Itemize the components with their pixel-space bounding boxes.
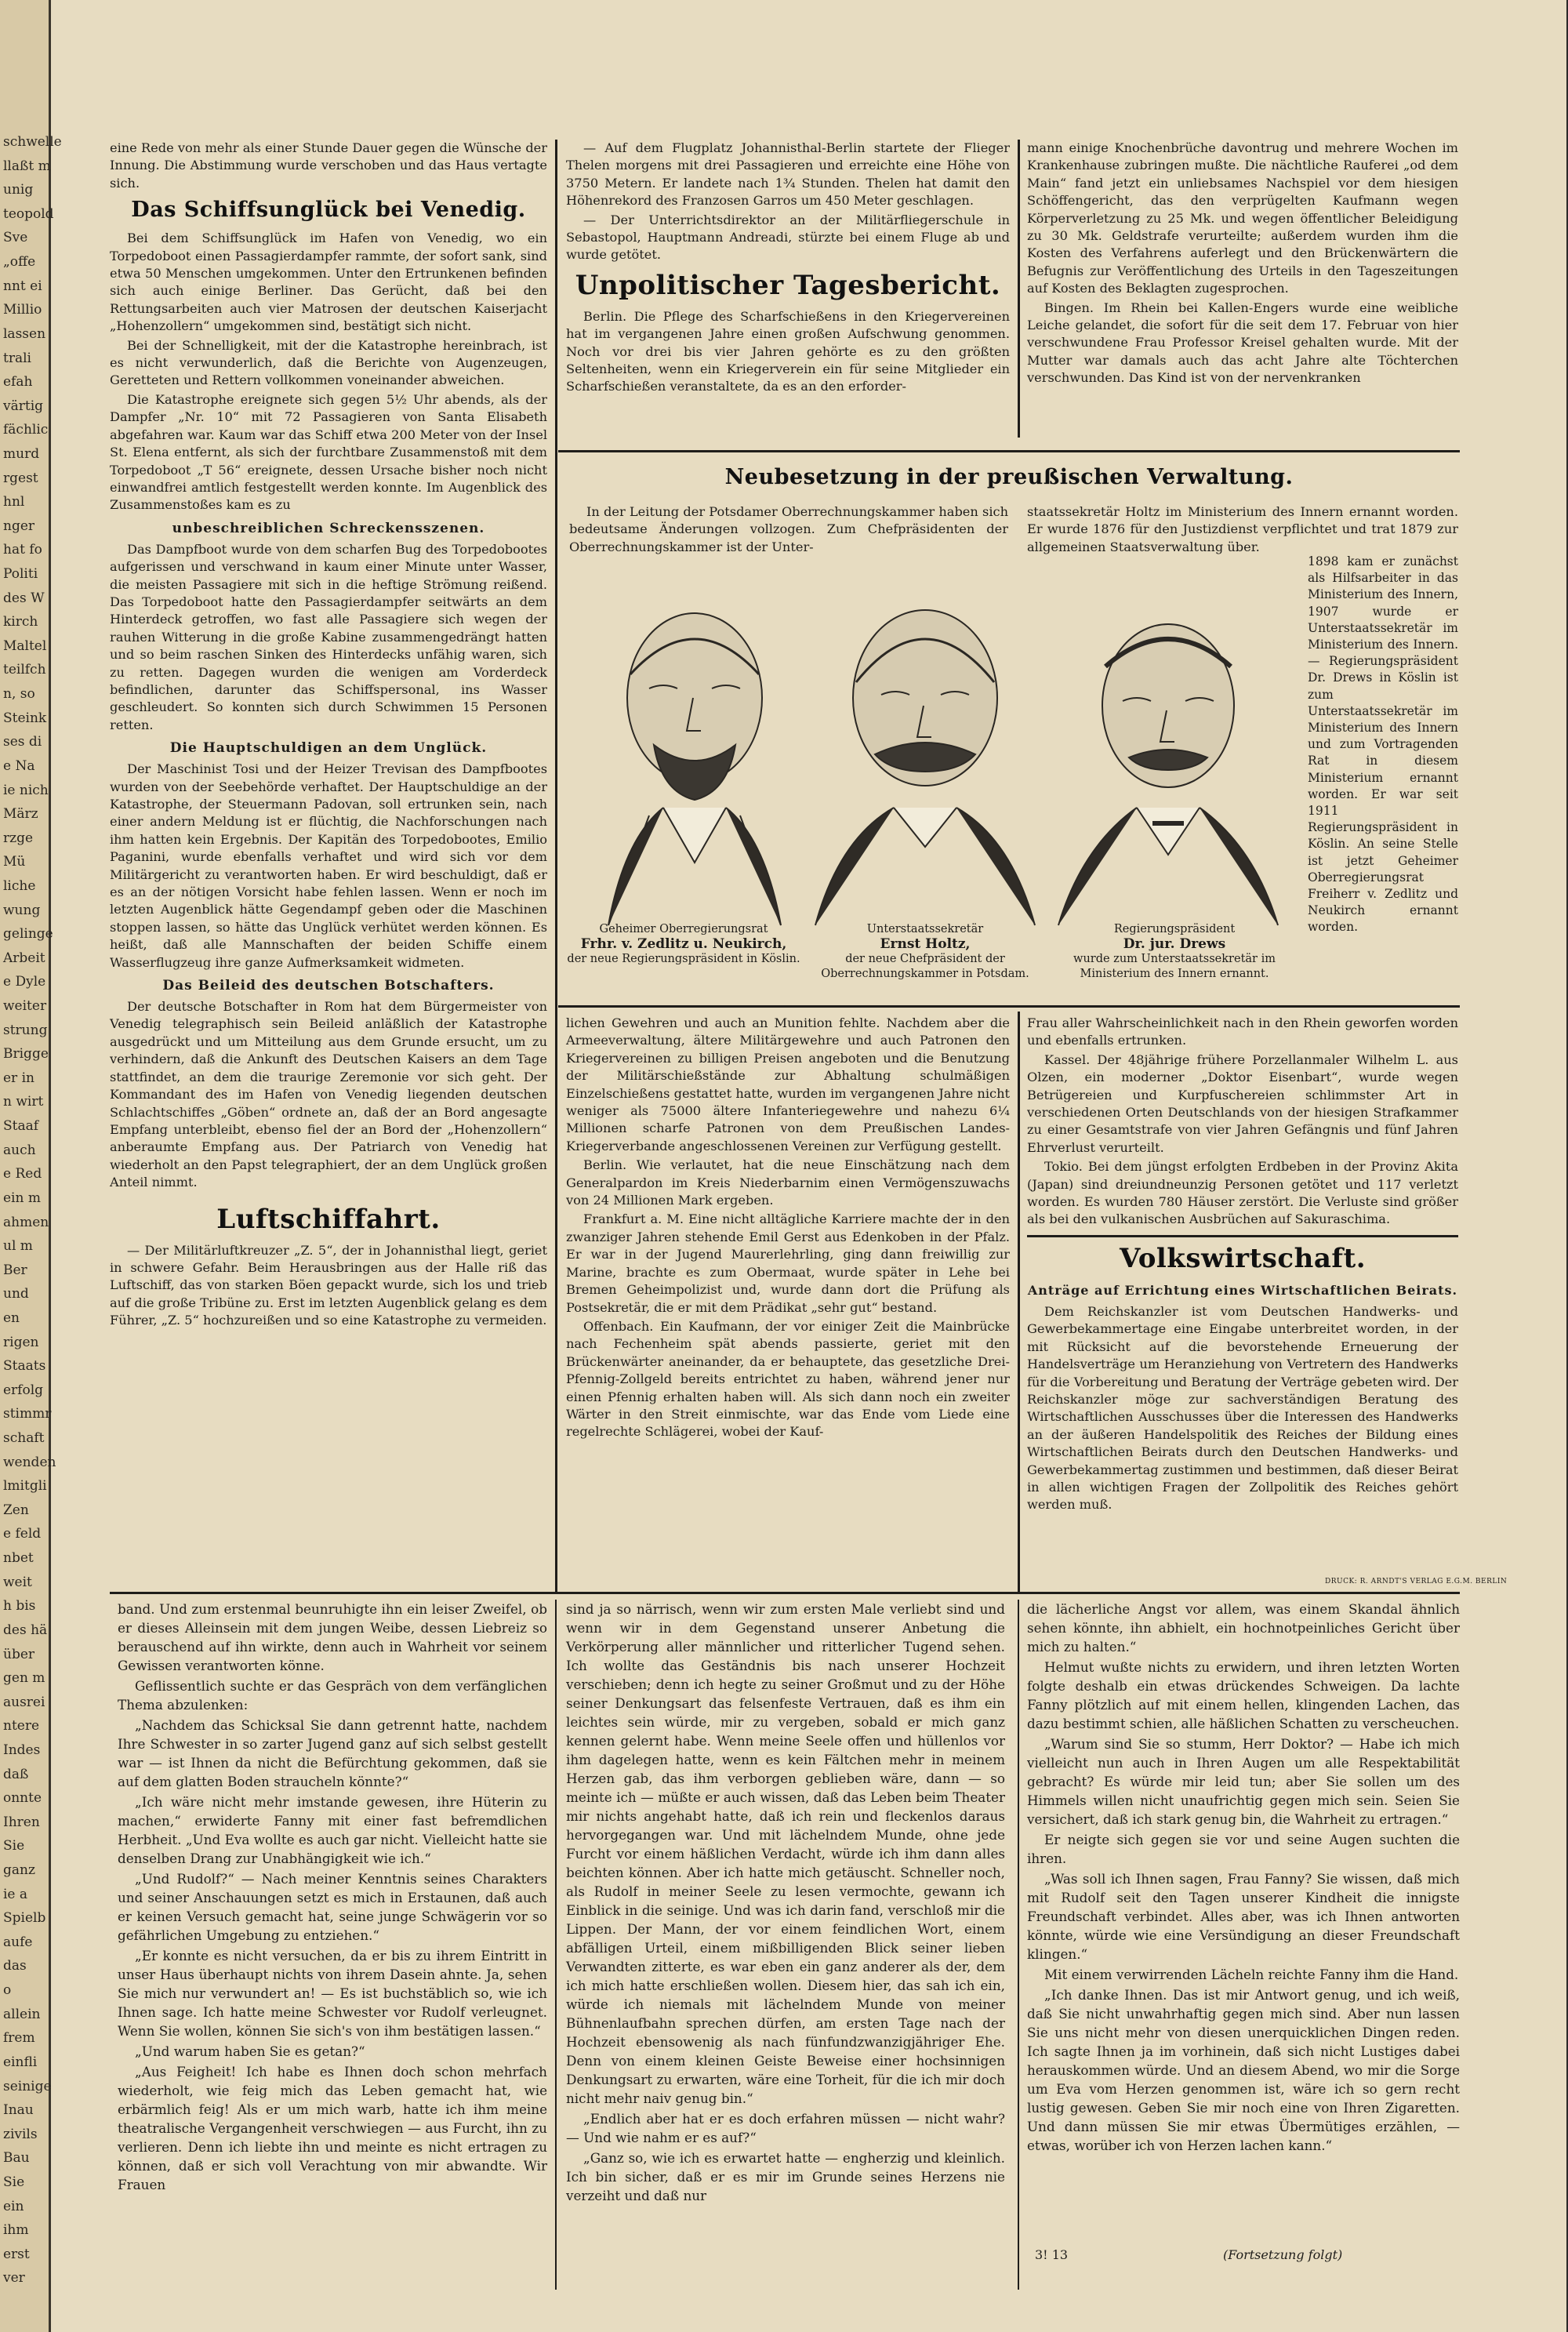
caption-holtz — [808, 922, 1043, 982]
gutter-fragment: o — [3, 1982, 12, 1998]
subheading: Das Beileid des deutschen Botschafters. — [162, 978, 495, 994]
gutter-fragment: efah — [3, 374, 33, 390]
article-paragraph: mann einige Knochenbrüche davontrug und mehrere Wochen im Krankenhause zubringen mußte. Die nächtliche Rauferei „od dem Main“ fand jetzt ein unliebsames Nachspiel vor dem hiesigen Schöffengericht, das den verprügelten Kaufmann wegen Körperverletzung zu 25 Mk. und wegen öffentlicher Beleidigung zu 30 Mk. Geldstrafe verurteilte; außerdem wurden ihm die Kosten des Verfahrens auferlegt und den Brückenwärtern die Befugnis zur Veröffentlichung des Urteils in den Tageszeitungen auf Kosten des Beklagten zugesprochen. — [1027, 140, 1458, 296]
gutter-fragment: des W — [3, 590, 45, 606]
gutter-fragment: fächlic — [3, 422, 49, 438]
adjacent-page-gutter — [0, 0, 62, 2332]
feuilleton-rule — [110, 1592, 1460, 1594]
gutter-fragment: liche — [3, 878, 36, 894]
gutter-fragment: llaßt m — [3, 158, 51, 174]
article-paragraph: Die Katastrophe ereignete sich gegen 5½ Uhr abends, als der Dampfer „Nr. 10“ mit 72 Passagieren von Santa Elisabeth abgefahren war. Kaum war das Schiff etwa 200 Meter von der Insel St. Elena entfernt, als sich der furchtbare Zusammenstoß mit dem Torpedoboot „T 56“ ereignete, dessen Ursache bisher noch nicht einwandfrei amtlich festgestellt werden konnte. Im Augenblick des Zusammenstoßes kam es zu — [110, 391, 547, 513]
article-paragraph: Tokio. Bei dem jüngst erfolgten Erdbeben in der Provinz Akita (Japan) sind dreiundneunzig Personen getötet und 117 verletzt worden. Es wurden 780 Häuser zerstört. Die Verluste sind größer als bei den vulkanischen Ausbrüchen auf Sakuraschima. — [1027, 1159, 1458, 1227]
gutter-fragment: Politi — [3, 566, 38, 582]
gutter-fragment: gen m — [3, 1670, 45, 1686]
gutter-fragment: ahmen — [3, 1215, 49, 1230]
column-lower-middle — [566, 1015, 1010, 1592]
novel-paragraph: die lächerliche Angst vor allem, was einem Skandal ähnlich sehen könnte, ihn abhielt, ein hochnotpeinliches Gericht über mich zu halten.“ — [1027, 1601, 1460, 1655]
novel-paragraph: „Was soll ich Ihnen sagen, Frau Fanny? Sie wissen, daß mich mit Rudolf seit den Tagen unserer Kindheit die innigste Freundschaft verbindet. Alles aber, was ich Ihnen antworten könnte, würde wie eine Versündigung an dieser Freundschaft klingen.“ — [1027, 1871, 1460, 1962]
gutter-fragment: unig — [3, 182, 34, 198]
article-paragraph: Der deutsche Botschafter in Rom hat dem Bürgermeister von Venedig telegraphisch sein Beileid anläßlich der Katastrophe ausgedrückt und um Mitteilung aus dem Grunde ersucht, um zu verhindern, daß die Ankunft des Deutschen Kaisers an dem Tage stattfindet, an dem die traurige Zeremonie vor sich geht. Der Kommandant des im Hafen von Venedig liegenden deutschen Schlachtschiffes „Göben“ ordnete an, daß der an Bord angesagte Empfang unterbleibt, ebenso fiel der an Bord der „Hohenzollern“ anberaumte Empfang aus. Der Patriarch von Venedig hat wiederholt an den Papst telegraphiert, der an dem Unglück großen Anteil nimmt. — [110, 999, 547, 1190]
caption-role: Unterstaatssekretär — [866, 923, 984, 935]
novel-paragraph: „Nachdem das Schicksal Sie dann getrennt hatte, nachdem Ihre Schwester in so zarter Jugend ganz auf sich selbst gestellt war — ist Ihnen da nicht die Befürchtung gekommen, daß sie auf dem glatten Boden straucheln könnte?“ — [118, 1717, 547, 1789]
section-rule — [558, 1005, 1460, 1008]
gutter-fragment: nbet — [3, 1550, 34, 1566]
gutter-fragment: värtig — [3, 398, 44, 414]
gutter-fragment: Sve — [3, 230, 28, 245]
gutter-fragment: ie nich — [3, 783, 49, 798]
gutter-fragment: n wirt — [3, 1094, 44, 1110]
article-paragraph: Kassel. Der 48jährige frühere Porzellanmaler Wilhelm L. aus Olzen, ein moderner „Doktor Eisenbart“, wurde wegen Betrügereien und Kurpfuschereien schlimmster Art in verschiedenen Orten Deutschlands von der hiesigen Strafkammer zu einer Gesamtstrafe von vier Jahren Gefängnis und fünf Jahren Ehrverlust verurteilt. — [1027, 1052, 1458, 1155]
caption-desc: der neue Regierungspräsident in Köslin. — [567, 953, 800, 965]
column-rule — [555, 1600, 557, 2290]
gutter-fragment: „offe — [3, 254, 36, 270]
headline-neubesetzung: Neubesetzung in der preußischen Verwaltung. — [724, 465, 1294, 489]
headline-unpolitischer-tagesbericht: Unpolitischer Tagesbericht. — [575, 269, 1001, 301]
feature-side-text — [1308, 554, 1458, 1001]
article-paragraph: lichen Gewehren und auch an Munition fehlte. Nachdem aber die Armeeverwaltung, ältere Militärgewehre und auch Patronen den Kriegervereinen zu billigen Preisen angeboten und die Benutzung der Militärschießstände zur Abhaltung schulmäßigen Einzelschießens gestattet hatte, wurden im vergangenen Jahre nicht weniger als 75000 ältere Infanteriegewehre und nahezu 6¼ Millionen scharfe Patronen von dem Preußischen Landes-Kriegerverbande angeschlossenen Vereinen zur Verfügung gestellt. — [566, 1015, 1010, 1153]
gutter-fragment: frem — [3, 2030, 35, 2046]
gutter-fragment: weit — [3, 1575, 32, 1590]
article-paragraph: Der Maschinist Tosi und der Heizer Trevisan des Dampfbootes wurden von der Seebehörde verhaftet. Der Hauptschuldige an der Katastrophe, der Steuermann Padovan, soll ertrunken sein, nach einer andern Meldung ist er flüchtig, die Nachforschungen nach ihm hatten kein Ergebnis. Der Kapitän des Torpedobootes, Emilio Paganini, wurde ebenfalls verhaftet und wird sich vor dem Militärgericht zu verantworten haben. Er wird beschuldigt, daß er es an der nötigen Vorsicht habe fehlen lassen. Wenn er noch im letzten Augenblick hätte Gegendampf geben oder die Maschinen stoppen lassen, so hätte das Unglück verhütet werden können. Es heißt, daß alle Mannschaften der beiden Schiffe einem Wasserflugzeug ihre ganze Aufmerksamkeit widmeten. — [110, 761, 547, 970]
gutter-fragment: allein — [3, 2007, 41, 2022]
article-paragraph: — Auf dem Flugplatz Johannisthal-Berlin startete der Flieger Thelen morgens mit drei Passagieren und erreichte eine Höhe von 3750 Metern. Er landete nach 1¾ Stunden. Thelen hat damit den Höhenrekord des Franzosen Garros um 450 Meter geschlagen. — [566, 140, 1010, 209]
gutter-fragment: aufe — [3, 1934, 33, 1950]
portrait-zedlitz — [577, 580, 812, 925]
article-paragraph: — Der Unterrichtsdirektor an der Militärfliegerschule in Sebastopol, Hauptmann Andreadi, stürzte bei einem Fluge ab und wurde getötet. — [566, 212, 1010, 263]
subheading: Die Hauptschuldigen an dem Unglück. — [169, 740, 488, 757]
article-paragraph: Berlin. Wie verlautet, hat die neue Einschätzung nach dem Generalpardon im Kreis Niederbarnim einen Vermögenszuwachs von 24 Millionen Mark ergeben. — [566, 1157, 1010, 1208]
gutter-fragment: Zen — [3, 1502, 29, 1518]
gutter-fragment: zivils — [3, 2127, 38, 2142]
gutter-fragment: ie a — [3, 1887, 28, 1902]
gutter-fragment: Maltel — [3, 638, 47, 654]
column-rule — [1018, 140, 1020, 438]
novel-column-left — [118, 1600, 547, 2290]
gutter-fragment: ul m — [3, 1238, 33, 1254]
gutter-fragment: Ihren — [3, 1814, 40, 1830]
article-paragraph: — Der Militärluftkreuzer „Z. 5“, der in Johannisthal liegt, geriet in schwere Gefahr. Beim Herausbringen aus der Halle riß das Luftschiff, das von starken Böen gepackt wurde, sich los und trieb auf die große Tribüne zu. Erst im letzten Augenblick gelang es dem Führer, „Z. 5“ hochzureißen und so eine Katastrophe zu vermeiden. — [110, 1242, 547, 1328]
column-top-middle — [566, 140, 1010, 445]
gutter-fragment: n, so — [3, 686, 35, 702]
novel-paragraph: „Ich wäre nicht mehr imstande gewesen, ihre Hüterin zu machen,“ erwiderte Fanny mit einer fast befremdlichen Herbheit. „Und Eva wollte es auch gar nicht. Vielleicht hatte sie denselben Drang zur Unabhängigkeit wie ich.“ — [118, 1794, 547, 1866]
section-rule — [558, 450, 1460, 452]
gutter-fragment: und — [3, 1286, 29, 1302]
gutter-fragment: hnl — [3, 494, 25, 510]
gutter-fragment: e Na — [3, 758, 35, 774]
novel-paragraph: band. Und zum erstenmal beunruhigte ihn ein leiser Zweifel, ob er dieses Alleinsein mit dem jungen Weibe, dessen Liebreiz so berauschend auf ihn wirkte, denn auch in Wahrheit vor seinem Gewissen verantworten könne. — [118, 1601, 547, 1673]
gutter-fragment: März — [3, 806, 38, 822]
article-paragraph: staatssekretär Holtz im Ministerium des Innern ernannt worden. Er wurde 1876 für den Justizdienst verpflichtet und trat 1879 zur allgemeinen Staatsverwaltung über. — [1027, 504, 1458, 554]
gutter-fragment: Staaf — [3, 1118, 39, 1134]
gutter-fragment: nger — [3, 518, 35, 534]
gutter-fragment: des hä — [3, 1622, 48, 1638]
gutter-fragment: ntere — [3, 1718, 40, 1734]
gutter-fragment: h bis — [3, 1598, 36, 1614]
article-paragraph: In der Leitung der Potsdamer Oberrechnungskammer haben sich bedeutsame Änderungen vollzogen. Zum Chefpräsidenten der Oberrechnungskammer ist der Unter- — [569, 504, 1008, 554]
novel-paragraph: „Und warum haben Sie es getan?“ — [135, 2043, 365, 2059]
gutter-fragment: rzge — [3, 830, 34, 846]
gutter-fragment: wenden — [3, 1455, 56, 1470]
gutter-fragment: Sie — [3, 1838, 25, 1854]
gutter-fragment: Indes — [3, 1742, 41, 1758]
headline-volkswirtschaft: Volkswirtschaft. — [1119, 1242, 1367, 1274]
novel-paragraph: Er neigte sich gegen sie vor und seine Augen suchten die ihren. — [1027, 1832, 1460, 1866]
gutter-fragment: ganz — [3, 1862, 35, 1878]
gutter-fragment: weiter — [3, 998, 47, 1014]
portrait-drews — [1035, 596, 1301, 925]
gutter-fragment: schwelle — [3, 134, 62, 150]
column-rule — [1018, 1600, 1019, 2290]
subheading: unbeschreiblichen Schreckensszenen. — [172, 520, 485, 536]
article-paragraph: Frau aller Wahrscheinlichkeit nach in den Rhein geworfen worden und ebenfalls ertrunken. — [1027, 1015, 1458, 1048]
novel-paragraph: „Ich danke Ihnen. Das ist mir Antwort genug, und ich weiß, daß Sie nicht unwahrhaftig gegen mich sind. Aber nun lassen Sie uns nicht mehr von diesen unerquicklichen Dingen reden. Ich sagte Ihnen ja im vorhinein, daß sich nicht Lustiges dabei herauskommen würde. Und an diesem Abend, wo mir die Sorge um Eva vom Herzen genommen ist, wäre ich so gern recht lustig gewesen. Geben Sie mir noch eine von Ihren Zigaretten. Und dann müssen Sie mir etwas Übermütiges erzählen, — etwas, worüber ich von Herzen lachen kann.“ — [1027, 1987, 1460, 2153]
gutter-fragment: ein — [3, 2199, 24, 2214]
continuation-note: (Fortsetzung folgt) — [1223, 2247, 1343, 2262]
intro-text: eine Rede von mehr als einer Stunde Dauer gegen die Wünsche der Innung. Die Abstimmung wurde verschoben und das Haus vertagte sich. — [110, 140, 547, 191]
gutter-fragment: Inau — [3, 2102, 34, 2118]
gutter-fragment: ver — [3, 2270, 25, 2286]
column-top-left — [110, 140, 547, 1592]
novel-paragraph: „Aus Feigheit! Ich habe es Ihnen doch schon mehrfach wiederholt, wie feig mich das Leben gemacht hat, wie erbärmlich feig! Als er um mich warb, hatte ich ihm meine theatralische Vergangenheit verschwiegen — aus Furcht, ihn zu verlieren. Denn ich liebte ihn und meinte es nicht ertragen zu können, daß er sich voll Verachtung von mir abwandte. Wir Frauen — [118, 2064, 547, 2192]
gutter-fragment: schaft — [3, 1430, 45, 1446]
gutter-fragment: ihm — [3, 2222, 29, 2238]
caption-role: Geheimer Oberregierungsrat — [599, 923, 768, 935]
gutter-fragment: ausrei — [3, 1695, 45, 1710]
gutter-fragment: stimmr — [3, 1406, 52, 1422]
headline-luftschiffahrt: Luftschiffahrt. — [216, 1203, 441, 1235]
gutter-fragment: kirch — [3, 614, 38, 630]
printer-imprint: DRUCK: R. ARNDT'S VERLAG E.G.M. BERLIN — [1325, 1578, 1508, 1586]
gutter-fragment: Brigge — [3, 1046, 49, 1062]
gutter-fragment: einfli — [3, 2054, 38, 2070]
feature-intro — [569, 503, 1008, 574]
gutter-fragment: gelinge — [3, 926, 53, 942]
column-rule — [555, 140, 557, 1592]
gutter-fragment: seinige — [3, 2079, 52, 2094]
article-paragraph: Bingen. Im Rhein bei Kallen-Engers wurde eine weibliche Leiche gelandet, die sofort für die seit dem 17. Februar von hier verschwundene Frau Professor Kreisel gehalten wurde. Mit der Mutter war damals auch das acht Jahre alte Töchterchen verschwunden. Das Kind ist von der nervenkranken — [1027, 300, 1458, 386]
caption-drews — [1049, 922, 1300, 982]
gutter-fragment: erfolg — [3, 1382, 44, 1398]
gutter-fragment: onnte — [3, 1790, 42, 1806]
gutter-fragment: teopold — [3, 206, 54, 222]
column-lower-right — [1027, 1015, 1458, 1579]
gutter-fragment: rigen — [3, 1335, 39, 1350]
gutter-fragment: ein m — [3, 1190, 41, 1206]
gutter-fragment: e Dyle — [3, 974, 46, 990]
gutter-fragment: Millio — [3, 302, 42, 318]
caption-desc: wurde zum Unterstaatssekretär im Ministerium des Innern ernannt. — [1073, 953, 1276, 980]
caption-role: Regierungspräsident — [1113, 923, 1236, 935]
novel-paragraph: Mit einem verwirrenden Lächeln reichte Fanny ihm die Hand. — [1044, 1967, 1459, 1982]
headline-venedig: Das Schiffsunglück bei Venedig. — [131, 198, 526, 223]
gutter-fragment: lassen — [3, 326, 46, 342]
gutter-fragment: e feld — [3, 1526, 42, 1542]
novel-column-right — [1027, 1600, 1460, 2243]
portrait-holtz — [800, 580, 1051, 925]
novel-paragraph: sind ja so närrisch, wenn wir zum ersten Male verliebt sind und wenn wir in dem Gegenstand unserer Anbetung die Verkörperung aller männlicher und ritterlicher Tugend sehen. Ich wollte das Geständnis bis nach unserer Hochzeit verschieben; denn ich hegte zu seiner Großmut und zu der Höhe seiner Denkungsart das felsenfeste Vertrauen, daß es ihm ein leichtes sein würde, mir zu vergeben, sobald er mich ganz kennen gelernt habe. Wenn meine Seele offen und hüllenlos vor ihm dagelegen hatte, wenn es kein Fältchen mehr in meinem Herzen gab, das ihm verborgen geblieben wäre, dann — so meinte ich — müßte er auch wissen, daß das Leben beim Theater mir nichts angehabt hatte, daß ich rein und fleckenlos daraus hervorgegangen war. Und mit lächelndem Munde, ohne jede Furcht vor einem häßlichen Verdacht, würde ich ihm dann alles beichten können. Aber ich hatte mich getäuscht. Schneller noch, als Rudolf in meiner Seele zu lesen vermochte, gewann ich Einblick in die seinige. Und was ich darin fand, verschloß mir die Lippen. Der Mann, der vor einem feindlichen Wort, einem abfälligen Urteil, einem mißbilligenden Blick seiner lieben Verwandten zitterte, es war eben ein ganz anderer als der, dem ich mich hatte erschließen wollen. Diesem hier, das sah ich ein, würde ich niemals mit lächelndem Munde von meiner Bühnenlaufbahn sprechen dürfen, am ersten Tage nach der Hochzeit ebensowenig als nach fünfundzwanzigjähriger Ehe. Denn von einem kleinen Geiste Beweise einer hochsinnigen Denkungsart zu erwarten, wäre eine Torheit, für die ich mir doch nicht mehr naiv genug bin.“ — [566, 1601, 1005, 2106]
subheading: Anträge auf Errichtung eines Wirtschaftlichen Beirats. — [1027, 1282, 1458, 1298]
gutter-fragment: Arbeit — [3, 950, 45, 966]
gutter-fragment: hat fo — [3, 542, 42, 558]
gutter-fragment: en — [3, 1310, 20, 1326]
caption-desc: der neue Chefpräsident der Oberrechnungskammer in Potsdam. — [821, 953, 1029, 980]
caption-name: Dr. jur. Drews — [1123, 936, 1226, 952]
folio-number: 3! 13 — [1035, 2247, 1069, 2262]
novel-paragraph: „Endlich aber hat er es doch erfahren müssen — nicht wahr? — Und wie nahm er es auf?“ — [566, 2111, 1005, 2145]
article-paragraph: Bei dem Schiffsunglück im Hafen von Venedig, wo ein Torpedoboot einen Passagierdampfer rammte, der sofort sank, sind etwa 50 Menschen umgekommen. Unter den Ertrunkenen befinden sich auch einige Berliner. Das Gerücht, daß bei den Rettungsarbeiten auch vier Matrosen der deutschen Kaiserjacht „Hohenzollern“ umgekommen sind, bestätigt sich nicht. — [110, 231, 547, 334]
gutter-fragment: das — [3, 1958, 27, 1974]
gutter-fragment: Mü — [3, 854, 26, 870]
gutter-fragment: Bau — [3, 2150, 30, 2166]
gutter-fragment: murd — [3, 446, 40, 462]
gutter-fragment: Steink — [3, 710, 47, 726]
novel-column-middle — [566, 1600, 1005, 2290]
section-rule — [1027, 1235, 1458, 1237]
article-paragraph: Dem Reichskanzler ist vom Deutschen Handwerks- und Gewerbekammertage eine Eingabe unterbreitet worden, in der mit Rücksicht auf die bevorstehende Erneuerung der Handelsverträge um Heranziehung von Vertretern des Handwerks für die Vorbereitung und Beratung der Verträge gebeten wird. Der Reichskanzler möge zur sachverständigen Beratung des Wirtschaftlichen Ausschusses über die Interessen des Handwerks an der äußeren Handelspolitik des Reiches der Bildung eines Wirtschaftlichen Beirats durch den Deutschen Handwerks- und Gewerbekammertag zustimmen und bestimmen, daß dieser Beirat in allen wichtigen Fragen der Zollpolitik des Reiches gehört werden muß. — [1027, 1303, 1458, 1513]
novel-paragraph: „Warum sind Sie so stumm, Herr Doktor? — Habe ich mich vielleicht nun auch in Ihren Augen um alle Respektabilität gebracht? Es würde mir leid tun; aber Sie sollen um des Himmels willen nicht unaufrichtig gegen mich sein. Seien Sie versichert, daß ich stark genug bin, die Wahrheit zu ertragen.“ — [1027, 1736, 1460, 1827]
gutter-fragment: auch — [3, 1142, 36, 1158]
gutter-fragment: nnt ei — [3, 278, 42, 294]
gutter-fragment: teilfch — [3, 662, 46, 677]
gutter-fragment: über — [3, 1647, 35, 1662]
article-paragraph: Berlin. Die Pflege des Scharfschießens in den Kriegervereinen hat im vergangenen Jahre einen großen Aufschwung genommen. Noch vor drei bis vier Jahren gehörte es zu den größten Seltenheiten, wenn ein Kriegerverein ein für seine Mitglieder ein Scharfschießen veranstaltete, da es an den erforder- — [566, 308, 1010, 394]
article-paragraph: Offenbach. Ein Kaufmann, der vor einiger Zeit die Mainbrücke nach Fechenheim spät abends passierte, geriet mit den Brückenwärter aneinander, da er behauptete, das gesetzliche Drei-Pfennig-Zollgeld bereits entrichtet zu haben, während jener nur einen Pfennig erhalten haben will. Als sich dann noch ein zweiter Wärter in den Streit einmischte, war das Ende vom Liede eine regelrechte Schlägerei, wobei der Kauf- — [566, 1318, 1010, 1440]
gutter-fragment: strung — [3, 1023, 48, 1038]
novel-paragraph: „Ganz so, wie ich es erwartet hatte — engherzig und kleinlich. Ich bin sicher, daß er es mir im Grunde seines Herzens nie verzeiht und daß nur — [566, 2150, 1005, 2203]
article-paragraph: Das Dampfboot wurde von dem scharfen Bug des Torpedobootes aufgerissen und verschwand in kaum einer Minute unter Wasser, die meisten Passagiere mit sich in die heftige Strömung reißend. Das Torpedoboot hatte den Passagierdampfer seitwärts an dem Hinterdeck getroffen, wo fast alle Passagiere sich wegen der rauhen Witterung in die große Kabine zusammengedrängt hatten und so beim raschen Sinken des Hinterdecks unfähig waren, sich zu retten. Dagegen wurden die wenigen am Vorderdeck befindlichen, darunter das Schiffspersonal, ins Wasser geschleudert. So konnten sich durch Schwimmen 15 Personen retten. — [110, 541, 547, 732]
gutter-fragment: erst — [3, 2247, 30, 2262]
gutter-fragment: e Red — [3, 1166, 42, 1182]
novel-paragraph: „Und Rudolf?“ — Nach meiner Kenntnis seines Charakters und seiner Anschauungen setzt es mich in Erstaunen, daß auch er keinen Versuch gemacht hat, seine junge Schwägerin vor so gefährlichen Umgebung zu entziehen.“ — [118, 1871, 547, 1943]
column-rule — [1018, 1012, 1020, 1592]
gutter-fragment: Sie — [3, 2174, 25, 2190]
gutter-fragment: wung — [3, 903, 41, 918]
novel-paragraph: „Er konnte es nicht versuchen, da er bis zu ihrem Eintritt in unser Haus überhaupt nichts von ihrem Dasein ahnte. Ja, sehen Sie mich nur verwundert an! — Es ist buchstäblich so, wie ich Ihnen sage. Ich hatte meine Schwester vor Rudolf verleugnet. Wenn Sie wollen, können Sie sich's von ihm bestätigen lassen.“ — [118, 1948, 547, 2039]
caption-zedlitz — [566, 922, 801, 967]
column-top-right — [1027, 140, 1458, 445]
article-paragraph: 1898 kam er zunächst als Hilfsarbeiter in das Ministerium des Innern, 1907 wurde er Unterstaatssekretär im Ministerium des Innern. — Regierungspräsident Dr. Drews in Köslin ist zum Unterstaatssekretär im Ministerium des Innern und zum Vortragenden Rat in diesem Ministerium ernannt worden. Er war seit 1911 Regierungspräsident in Köslin. An seine Stelle ist jetzt Geheimer Oberregierungsrat Freiherr v. Zedlitz und Neukirch ernannt worden. — [1308, 554, 1458, 935]
novel-paragraph: Helmut wußte nichts zu erwidern, und ihren letzten Worten folgte deshalb ein etwas drückendes Schweigen. Da lachte Fanny plötzlich auf mit einem hellen, klingenden Lachen, das dazu bestimmt schien, alle häßlichen Schatten zu verscheuchen. — [1027, 1659, 1460, 1731]
caption-name: Frhr. v. Zedlitz u. Neukirch, — [580, 936, 787, 952]
gutter-fragment: daß — [3, 1767, 29, 1782]
novel-paragraph: Geflissentlich suchte er das Gespräch von dem verfänglichen Thema abzulenken: — [118, 1678, 547, 1713]
gutter-fragment: ses di — [3, 734, 42, 750]
gutter-fragment: er in — [3, 1070, 34, 1086]
caption-name: Ernst Holtz, — [880, 936, 971, 952]
gutter-fragment: Spielb — [3, 1910, 46, 1926]
gutter-fragment: Ber — [3, 1262, 27, 1278]
article-paragraph: Frankfurt a. M. Eine nicht alltägliche Karriere machte der in den zwanziger Jahren stehende Emil Gerst aus Edenkoben in der Pfalz. Er war in der Jugend Maurerlehrling, ging dann freiwillig zur Marine, brachte es zum Obermaat, wurde später in Lehe bei Bremen Geheimpolizist und, wurde dann dort die Prüfung als Postsekretär, die er mit dem Prädikat „sehr gut“ bestand. — [566, 1211, 1010, 1315]
article-paragraph: Bei der Schnelligkeit, mit der die Katastrophe hereinbrach, ist es nicht verwunderlich, daß die Berichte von Augenzeugen, Geretteten und Rettern vollkommen voneinander abweichen. — [110, 337, 547, 388]
gutter-fragment: rgest — [3, 470, 38, 486]
gutter-fragment: trali — [3, 351, 31, 366]
gutter-fragment: Staats — [3, 1358, 46, 1374]
gutter-fragment: lmitgli — [3, 1478, 47, 1494]
